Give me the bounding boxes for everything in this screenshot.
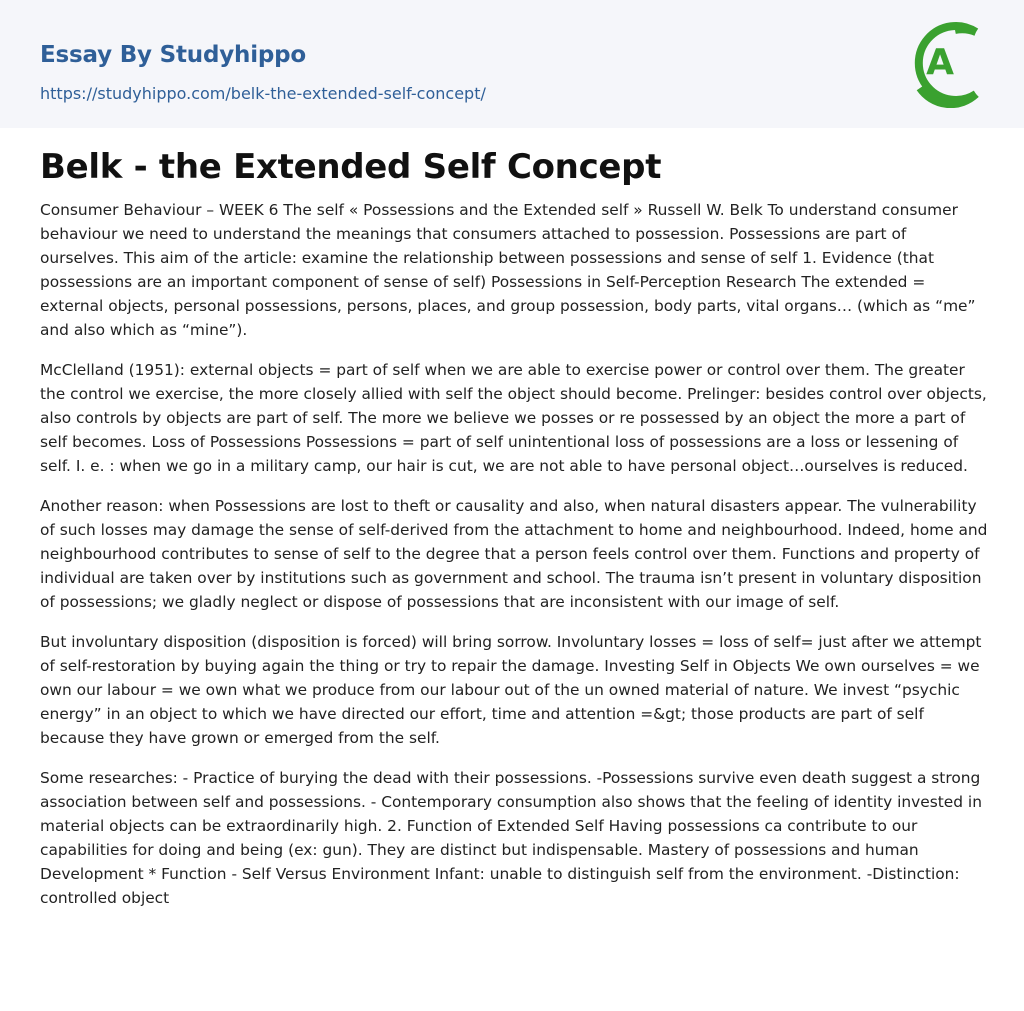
site-header	[0, 0, 1024, 128]
page-url-link[interactable]: https://studyhippo.com/belk-the-extended-self-concept/	[40, 84, 486, 103]
article-paragraph: Another reason: when Possessions are lost to theft or causality and also, when natural disasters appear. The vulnerability of such losses may damage the sense of self-derived from the attachment to home and neighbourhood. Indeed, home and neighbourhood contributes to sense of self to the degree that a person feels control over them. Functions and property of individual are taken over by institutions such as government and school. The trauma isn’t present in voluntary disposition of possessions; we gladly neglect or dispose of possessions that are inconsistent with our image of self.	[40, 497, 988, 611]
article-paragraph: McClelland (1951): external objects = part of self when we are able to exercise power or control over them. The greater the control we exercise, the more closely allied with self the object should become. Prelinger: besides control over objects, also controls by objects are part of self. The more we believe we posses or re possessed by an object the more a part of self becomes. Loss of Possessions Possessions = part of self unintentional loss of possessions are a loss or lessening of self. I. e. : when we go in a military camp, our hair is cut, we are not able to have personal object…ourselves is reduced.	[40, 361, 987, 475]
article-paragraph: But involuntary disposition (disposition is forced) will bring sorrow. Involuntary losses = loss of self= just after we attempt of self-restoration by buying again the thing or try to repair the damage. Investing Self in Objects We own ourselves = we own our labour = we own what we produce from our labour out of the un owned material of nature. We invest “psychic energy” in an object to which we have directed our effort, time and attention =&gt; those products are part of self because they have grown or emerged from the self.	[40, 633, 982, 747]
article-title: Belk - the Extended Self Concept	[40, 147, 662, 187]
site-brand[interactable]: Essay By Studyhippo	[40, 42, 307, 68]
studyhippo-logo-icon[interactable]	[910, 18, 988, 108]
logo-letter: A	[926, 42, 954, 83]
article	[40, 140, 988, 926]
article-paragraph: Some researches: - Practice of burying the dead with their possessions. -Possessions survive even death suggest a strong association between self and possessions. - Contemporary consumption also shows that the feeling of identity invested in material objects can be extraordinarily high. 2. Function of Extended Self Having possessions ca contribute to our capabilities for doing and being (ex: gun). They are distinct but indispensable. Mastery of possessions and human Development * Function - Self Versus Environment Infant: unable to distinguish self from the environment. -Distinction: controlled object	[40, 769, 982, 907]
article-paragraph: Consumer Behaviour – WEEK 6 The self « Possessions and the Extended self » Russell W. Belk To understand consumer behaviour we need to understand the meanings that consumers attached to possession. Possessions are part of ourselves. This aim of the article: examine the relationship between possessions and sense of self 1. Evidence (that possessions are an important component of sense of self) Possessions in Self-Perception Research The extended = external objects, personal possessions, persons, places, and group possession, body parts, vital organs… (which as “me” and also which as “mine”).	[40, 201, 976, 339]
